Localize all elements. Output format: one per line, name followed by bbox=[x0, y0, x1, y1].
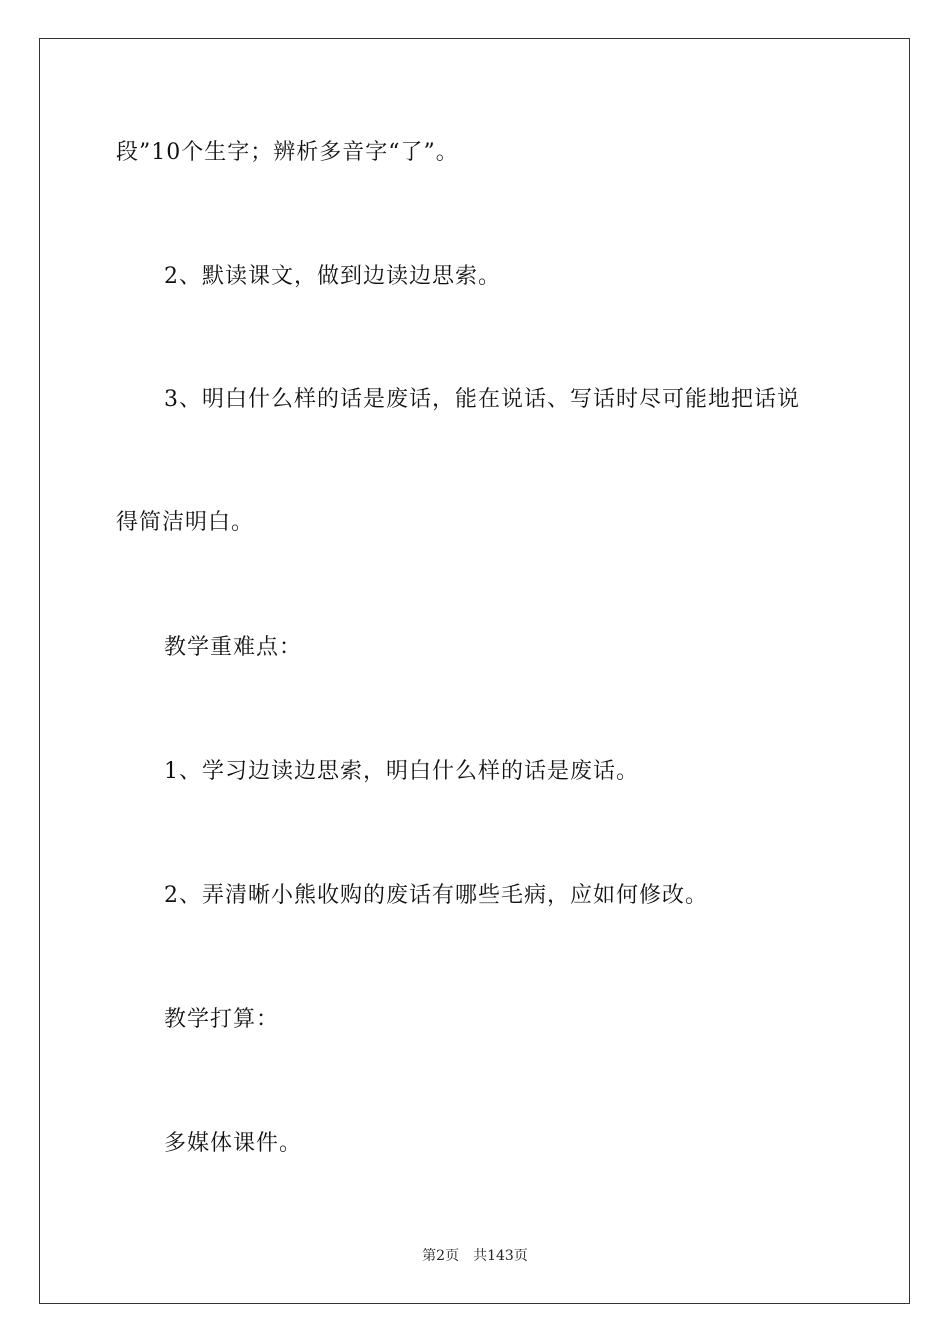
text-line-3: 3、明白什么样的话是废话，能在说话、写话时尽可能地把话说 bbox=[164, 387, 800, 412]
text-line-1: 段”10个生字；辨析多音字“了”。 bbox=[116, 140, 459, 165]
text-line-4: 得简洁明白。 bbox=[116, 510, 255, 535]
section-heading-difficulty: 教学重难点： bbox=[164, 635, 303, 660]
page-total: 共143页 bbox=[473, 1248, 528, 1264]
text-line-6: 1、学习边读边思索，明白什么样的话是废话。 bbox=[164, 759, 639, 784]
page-footer bbox=[0, 1246, 950, 1266]
section-heading-plan: 教学打算： bbox=[164, 1007, 280, 1032]
text-line-2: 2、默读课文，做到边读边思索。 bbox=[164, 264, 501, 289]
page-border bbox=[39, 38, 910, 1304]
text-line-9: 多媒体课件。 bbox=[164, 1131, 303, 1156]
text-line-7: 2、弄清晰小熊收购的废话有哪些毛病，应如何修改。 bbox=[164, 883, 708, 908]
page-number: 第2页 bbox=[422, 1248, 460, 1264]
